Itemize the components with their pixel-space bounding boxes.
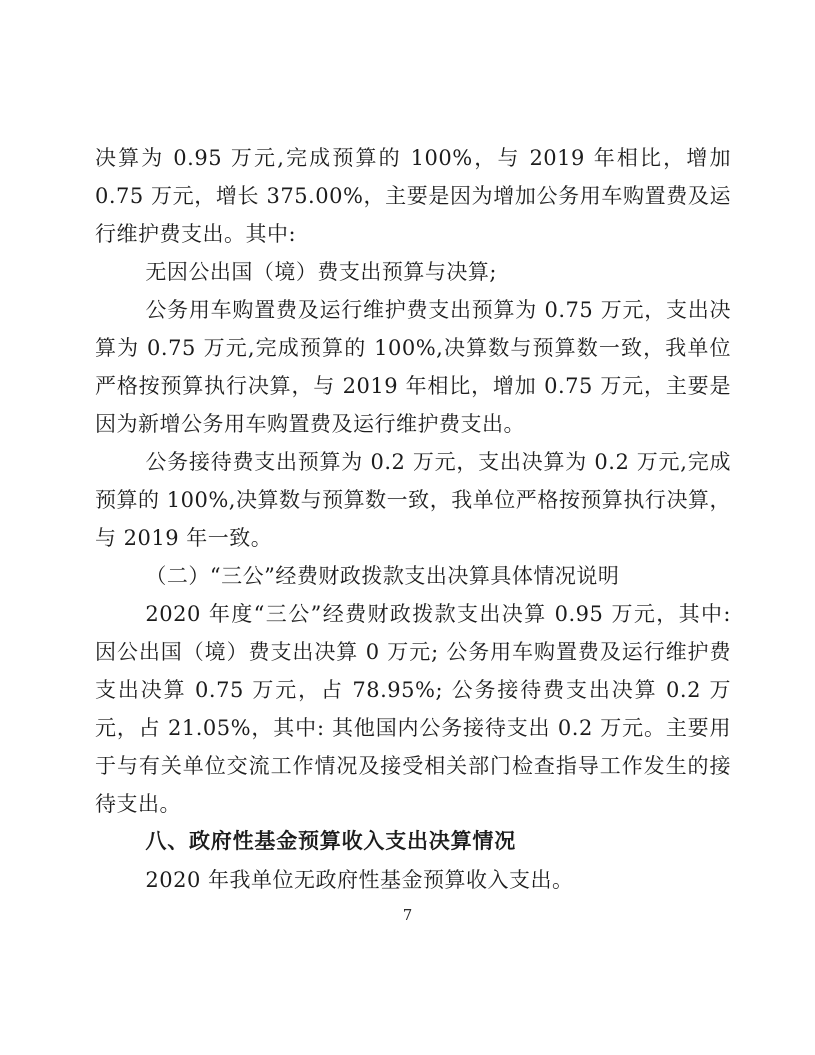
para-reception-expense: 公务接待费支出预算为 0.2 万元，支出决算为 0.2 万元,完成预算的 100%,决算数与预算数一致，我单位严格按预算执行决算，与 2019 年一致。: [95, 450, 731, 550]
para-vehicle-expense: 公务用车购置费及运行维护费支出预算为 0.75 万元，支出决算为 0.75 万元,完成预算的 100%,决算数与预算数一致，我单位严格按预算执行决算，与 2019 年相比，增加 0.75 万元，主要是因为新增公务用车购置费及运行维护费支出。: [95, 298, 731, 436]
para-no-abroad-expense: 无因公出国（境）费支出预算与决算;: [145, 260, 497, 284]
document-body: [95, 139, 731, 899]
para-three-public-total-continued: 决算为 0.95 万元,完成预算的 100%，与 2019 年相比，增加 0.75 万元，增长 375.00%，主要是因为增加公务用车购置费及运行维护费支出。其中:: [95, 146, 731, 246]
para-three-public-breakdown: 2020 年度“三公”经费财政拨款支出决算 0.95 万元，其中: 因公出国（境）费支出决算 0 万元; 公务用车购置费及运行维护费支出决算 0.75 万元，占 78.95%; 公务接待费支出决算 0.2 万元，占 21.05%，其中: 其他国内公务接待支出 0.2 万元。主要用于与有关单位交流工作情况及接受相关部门检查指导工作发生的接待支出。: [95, 602, 731, 816]
heading-section-eight: 八、政府性基金预算收入支出决算情况: [145, 830, 516, 853]
subheading-section-two: （二）“三公”经费财政拨款支出决算具体情况说明: [145, 564, 620, 588]
page-number: 7: [402, 906, 413, 924]
para-no-gov-fund: 2020 年我单位无政府性基金预算收入支出。: [145, 868, 574, 892]
